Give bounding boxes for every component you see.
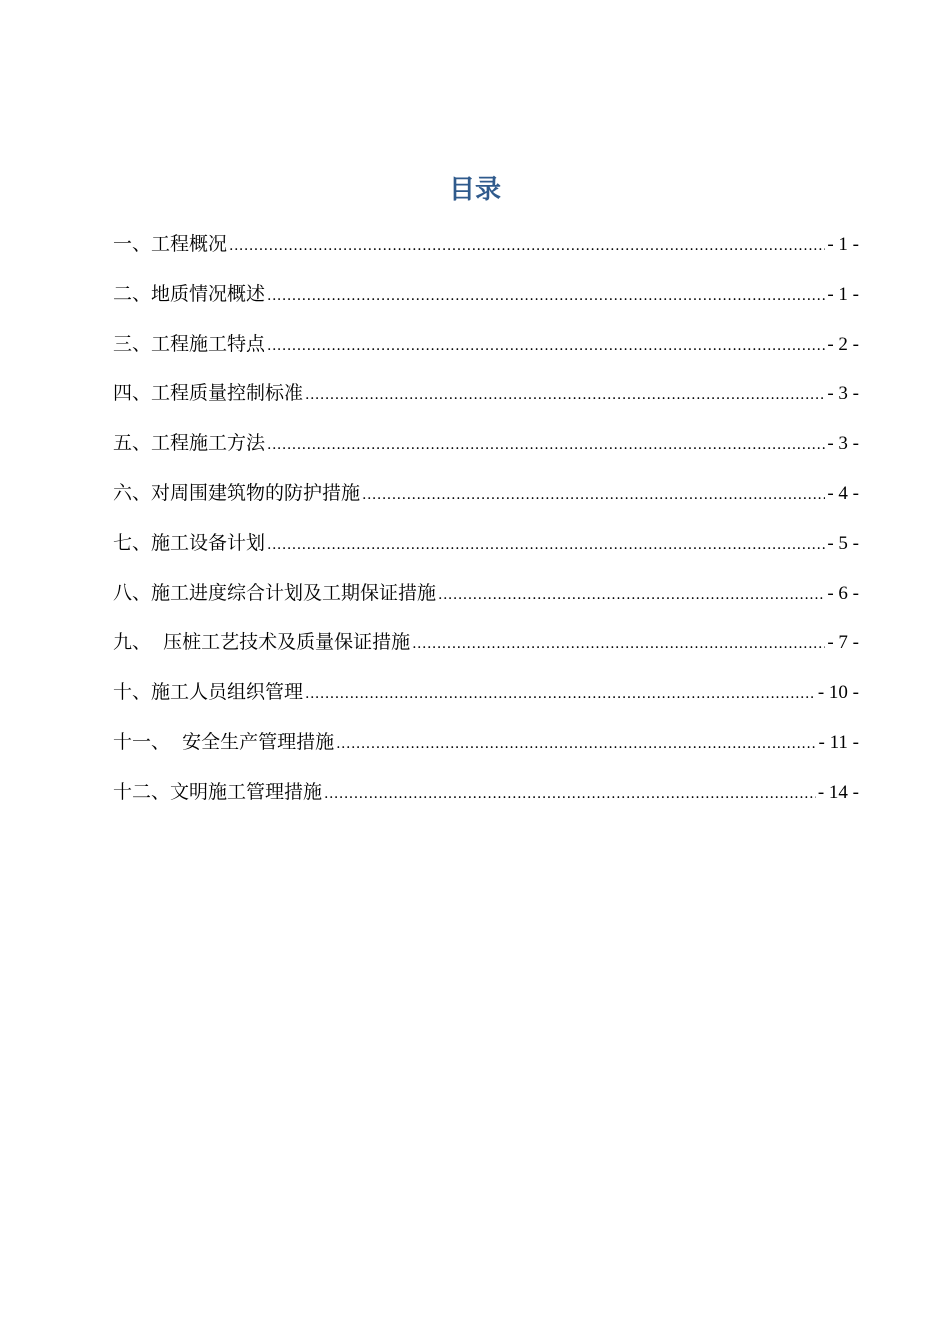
toc-entry-page: - 6 - <box>827 582 859 604</box>
toc-entry-page: - 1 - <box>827 283 859 305</box>
toc-leader-dots <box>324 772 816 816</box>
toc-leader-dots <box>362 473 825 517</box>
toc-title: 目录 <box>448 175 501 205</box>
toc-entry-page: - 7 - <box>827 632 859 654</box>
toc-leader-dots <box>305 672 816 716</box>
toc-leader-dots <box>412 622 825 666</box>
toc-leader-dots <box>267 423 825 467</box>
toc-entry-label: 八、施工进度综合计划及工期保证措施 <box>113 581 437 604</box>
toc-entry-label: 一、工程概况 <box>113 233 228 255</box>
toc-entry-page: - 3 - <box>827 383 859 405</box>
toc-entry[interactable] <box>113 371 859 421</box>
toc-entry-page: - 2 - <box>827 333 859 355</box>
toc-entry[interactable] <box>113 521 859 571</box>
toc-entry-page: - 10 - <box>817 682 859 704</box>
toc-leader-dots <box>305 373 825 417</box>
toc-leader-dots <box>267 274 825 318</box>
toc-entry[interactable] <box>113 322 859 372</box>
toc-entry-label: 十一、 安全生产管理措施 <box>113 730 335 753</box>
toc-entry[interactable] <box>113 720 859 770</box>
toc-entry[interactable] <box>113 670 859 720</box>
toc-leader-dots <box>336 722 816 766</box>
toc-entry-label: 十、施工人员组织管理 <box>113 681 304 704</box>
toc-list <box>113 222 859 820</box>
toc-entry[interactable] <box>113 571 859 621</box>
toc-entry-label: 十二、文明施工管理措施 <box>113 780 323 803</box>
toc-entry[interactable] <box>113 620 859 670</box>
toc-entry[interactable] <box>113 272 859 322</box>
toc-entry-page: - 11 - <box>818 731 859 753</box>
toc-entry[interactable] <box>113 421 859 471</box>
toc-leader-dots <box>229 224 825 268</box>
toc-leader-dots <box>438 573 825 617</box>
toc-entry-page: - 4 - <box>827 482 859 504</box>
toc-entry-label: 三、工程施工特点 <box>113 332 266 355</box>
toc-leader-dots <box>267 523 825 567</box>
toc-entry-label: 六、对周围建筑物的防护措施 <box>113 481 361 504</box>
toc-entry[interactable] <box>113 770 859 820</box>
toc-entry[interactable] <box>113 222 859 272</box>
toc-entry-label: 九、 压桩工艺技术及质量保证措施 <box>113 631 411 654</box>
toc-entry-label: 二、地质情况概述 <box>113 282 266 305</box>
toc-entry-page: - 5 - <box>827 532 859 554</box>
toc-entry-page: - 3 - <box>827 433 859 455</box>
toc-entry-page: - 14 - <box>817 781 859 803</box>
toc-entry[interactable] <box>113 471 859 521</box>
toc-entry-label: 七、施工设备计划 <box>113 531 266 554</box>
toc-leader-dots <box>267 324 825 368</box>
toc-entry-page: - 1 - <box>827 234 859 255</box>
toc-entry-label: 五、工程施工方法 <box>113 432 266 455</box>
toc-entry-label: 四、工程质量控制标准 <box>113 382 304 405</box>
